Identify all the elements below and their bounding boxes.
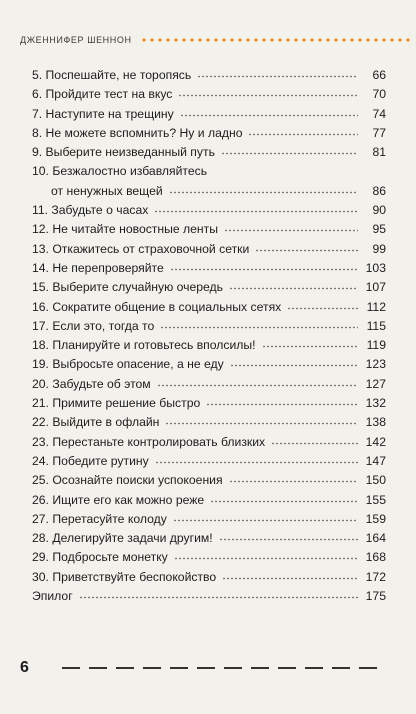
toc-entry-title: 16. Сократите общение в социальных сетях	[32, 299, 282, 314]
header-dot-rule	[140, 38, 410, 42]
toc-entry-title: 26. Ищите его как можно реже	[32, 492, 205, 507]
toc-entry-page: 132	[365, 396, 386, 411]
author-name: ДЖЕННИФЕР ШЕННОН	[20, 35, 132, 45]
toc-entry-page: 66	[372, 68, 386, 82]
toc-entry-title: 9. Выберите неизведанный путь	[32, 145, 215, 160]
toc-entry	[32, 413, 386, 432]
toc-entry-title: 23. Перестаньте контролировать близких	[32, 434, 266, 449]
toc-entry-page: 95	[372, 222, 386, 237]
toc-entry-page: 70	[372, 87, 386, 102]
toc-entry	[32, 298, 386, 317]
dot-leader	[221, 143, 358, 155]
dot-leader	[248, 124, 358, 136]
toc-entry-page: 168	[365, 550, 386, 565]
dot-leader	[210, 491, 358, 503]
toc-entry-page: 74	[372, 106, 386, 121]
dot-leader	[230, 355, 358, 367]
toc-entry-title: 30. Приветствуйте беспокойство	[32, 569, 217, 584]
toc-entry	[32, 240, 386, 259]
toc-entry	[32, 336, 386, 355]
toc-entry-page: 123	[365, 357, 386, 372]
dot-leader	[229, 278, 358, 290]
footer-dash-rule	[62, 667, 410, 669]
toc-entry	[32, 394, 386, 413]
toc-entry	[32, 259, 386, 278]
toc-entry-title: 13. Откажитесь от страховочной сетки	[32, 241, 250, 256]
dot-leader	[160, 317, 358, 329]
toc-entry	[32, 220, 386, 239]
dot-leader	[229, 471, 358, 483]
toc-entry-title: 7. Наступите на трещину	[32, 106, 174, 121]
toc-entry-title: 15. Выберите случайную очередь	[32, 280, 224, 295]
dot-leader	[224, 220, 358, 232]
toc-entry-page: 115	[366, 318, 386, 333]
toc-entry-title: 29. Подбросьте монетку	[32, 550, 168, 565]
toc-entry	[32, 105, 386, 124]
toc-entry-title: 8. Не можете вспомнить? Ну и ладно	[32, 125, 243, 140]
running-header	[20, 34, 410, 46]
dot-leader	[170, 259, 358, 271]
toc-entry	[32, 548, 386, 567]
toc-entry-title: 22. Выйдите в офлайн	[32, 415, 160, 430]
dot-leader	[222, 568, 358, 580]
toc-entry	[32, 278, 386, 297]
toc-entry-page: 127	[365, 376, 386, 391]
toc-entry-page: 159	[365, 511, 386, 526]
dot-leader	[180, 105, 358, 117]
toc-entry-page: 155	[365, 492, 386, 507]
toc-entry	[32, 143, 386, 162]
toc-entry	[32, 162, 386, 201]
toc-entry-title-continued: от ненужных вещей	[51, 183, 163, 198]
dot-leader	[255, 240, 358, 252]
toc-entry-title: 5. Поспешайте, не торопясь	[32, 68, 192, 82]
toc-entry	[32, 529, 386, 548]
toc-entry-page: 81	[372, 145, 386, 160]
toc-entry-title: 14. Не перепроверяйте	[32, 260, 164, 275]
dot-leader	[165, 413, 358, 425]
toc-entry-title: 11. Забудьте о часах	[32, 203, 149, 218]
toc-entry-title: 20. Забудьте об этом	[32, 376, 151, 391]
toc-entry-page: 107	[365, 280, 386, 295]
toc-entry	[32, 471, 386, 490]
toc-entry	[32, 124, 386, 143]
dot-leader	[262, 336, 358, 348]
toc-entry	[32, 452, 386, 471]
toc-entry-page: 119	[366, 338, 386, 353]
toc-entry-title: 19. Выбросьте опасение, а не еду	[32, 357, 224, 372]
toc-entry-title: 17. Если это, тогда то	[32, 318, 155, 333]
toc-entry	[32, 66, 386, 85]
toc-entry-title: 10. Безжалостно избавляйтесь	[32, 164, 208, 179]
dot-leader	[219, 529, 358, 541]
dot-leader	[155, 452, 358, 464]
toc-entry-title: Эпилог	[32, 589, 73, 604]
dot-leader	[174, 548, 358, 560]
toc-entry-page: 164	[365, 531, 386, 546]
toc-entry-title: 25. Осознайте поиски успокоения	[32, 473, 223, 488]
toc-entry-page: 99	[372, 241, 386, 256]
dot-leader	[173, 510, 358, 522]
toc-entry	[32, 355, 386, 374]
toc-entry-page: 172	[365, 569, 386, 584]
toc-entry	[32, 510, 386, 529]
toc-entry-title: 6. Пройдите тест на вкус	[32, 87, 173, 102]
toc-entry-page: 77	[372, 125, 386, 140]
toc-entry	[32, 85, 386, 104]
toc-entry-page: 138	[365, 415, 386, 430]
toc-entry-title: 12. Не читайте новостные ленты	[32, 222, 219, 237]
page-number: 6	[20, 659, 29, 676]
dot-leader	[169, 182, 358, 194]
table-of-contents	[32, 66, 386, 606]
toc-entry	[32, 491, 386, 510]
toc-entry	[32, 587, 386, 606]
toc-entry-page: 103	[365, 260, 386, 275]
toc-entry-title: 24. Победите рутину	[32, 453, 149, 468]
toc-entry-page: 142	[365, 434, 386, 449]
toc-entry-title: 28. Делегируйте задачи другим!	[32, 531, 213, 546]
dot-leader	[157, 375, 358, 387]
toc-entry-title: 18. Планируйте и готовьтесь вполсилы!	[32, 338, 256, 353]
dot-leader	[79, 587, 358, 599]
dot-leader	[197, 66, 358, 78]
dot-leader	[178, 85, 358, 97]
dot-leader	[271, 433, 358, 445]
toc-entry	[32, 568, 386, 587]
toc-entry-page: 112	[366, 299, 386, 314]
dot-leader	[287, 298, 358, 310]
toc-entry-page: 175	[365, 589, 386, 604]
toc-entry-title: 21. Примите решение быстро	[32, 396, 201, 411]
toc-entry-page: 147	[365, 453, 386, 468]
toc-entry-page: 86	[372, 183, 386, 198]
toc-entry	[32, 317, 386, 336]
dot-leader	[154, 201, 358, 213]
toc-entry	[32, 433, 386, 452]
toc-entry	[32, 375, 386, 394]
toc-entry-title: 27. Перетасуйте колоду	[32, 511, 167, 526]
toc-entry-page: 90	[372, 203, 386, 218]
toc-entry	[32, 201, 386, 220]
page-footer	[20, 658, 410, 678]
dot-leader	[206, 394, 358, 406]
toc-entry-page: 150	[365, 473, 386, 488]
